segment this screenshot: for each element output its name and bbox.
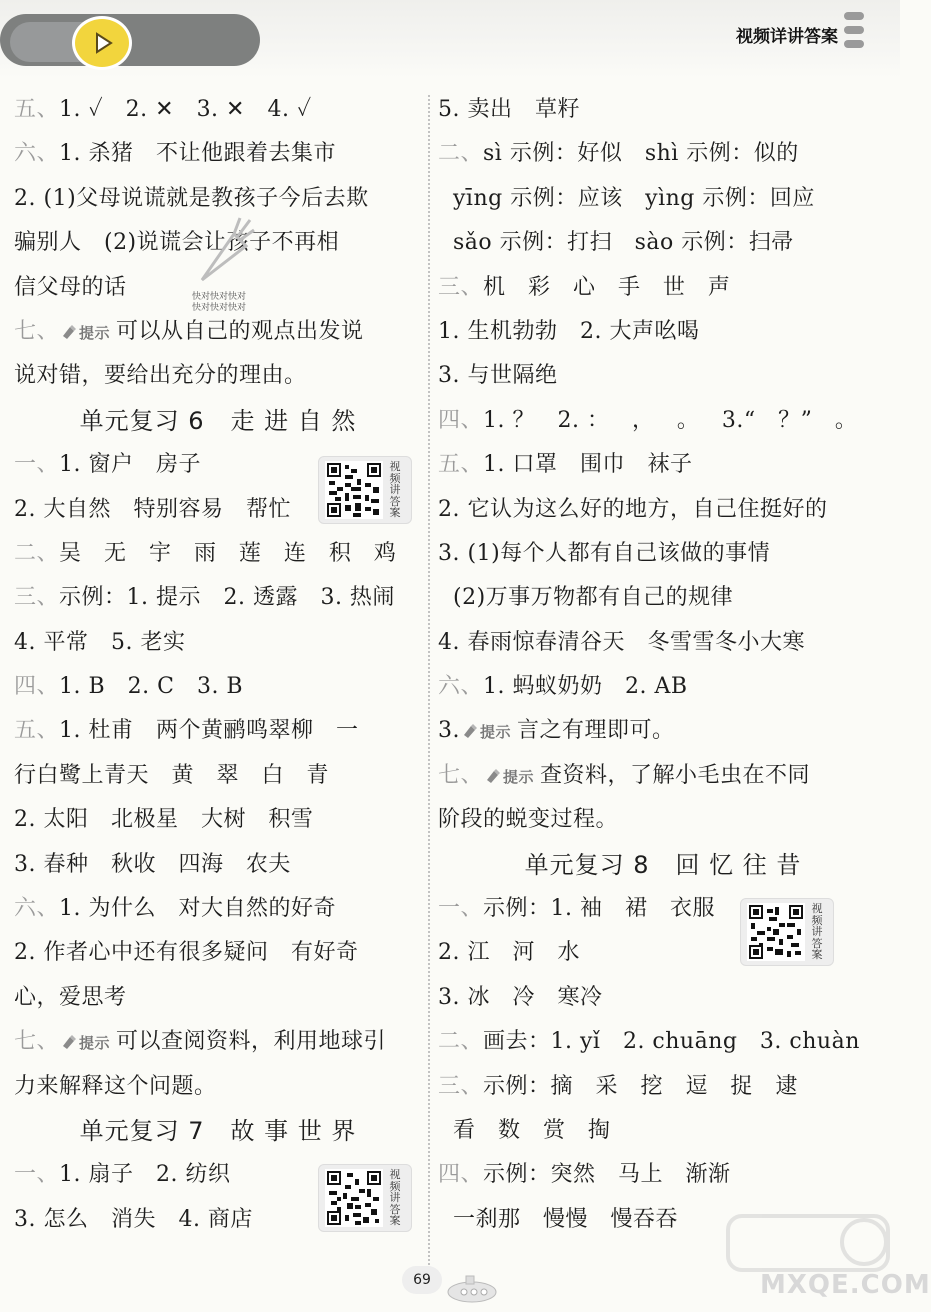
answer-line [438, 488, 888, 532]
answer-text: 3. 春种 秋收 四海 农夫 [14, 851, 291, 877]
answer-line [14, 354, 422, 398]
answer-text: 示例：1. 袖 裙 衣服 [483, 896, 715, 922]
answer-line [14, 665, 422, 709]
answer-line [438, 665, 888, 709]
answer-line [14, 976, 422, 1020]
answer-text: 阶段的蜕变过程。 [438, 807, 619, 833]
answer-text: 言之有理即可。 [517, 718, 675, 744]
section-marker: 五、 [438, 452, 484, 478]
answer-line [438, 798, 888, 842]
answer-text: 3. 与世隔绝 [438, 363, 558, 389]
answer-text: 信父母的话 [14, 274, 127, 300]
answer-line [438, 976, 888, 1020]
item-number: 3. [438, 718, 460, 744]
answer-text: 行白鹭上青天 黄 翠 白 青 [14, 762, 329, 788]
answer-text: yīng 示例：应该 yìng 示例：回应 [438, 185, 815, 211]
column-divider [428, 95, 430, 1265]
section-marker: 一、 [14, 1162, 60, 1188]
answer-line [438, 532, 888, 576]
answer-line [438, 132, 888, 176]
watermark-note: 快对快对快对 快对快对快对 [192, 292, 247, 313]
section-marker: 四、 [14, 674, 60, 700]
answer-line [438, 1065, 888, 1109]
section-marker: 五、 [14, 718, 60, 744]
section-marker: 二、 [438, 141, 484, 167]
answer-line [14, 576, 422, 620]
answer-text: 可以从自己的观点出发说 [116, 318, 364, 344]
section-marker: 五、 [14, 97, 60, 122]
answer-text: 1. 口罩 围巾 袜子 [483, 452, 693, 478]
answer-text: sǎo 示例：打扫 sào 示例：扫帚 [438, 230, 794, 256]
answer-text: 吴 无 宇 雨 莲 连 积 鸡 [59, 540, 397, 566]
answer-line [438, 709, 888, 753]
answer-line [14, 931, 422, 975]
answer-text: 2. 它认为这么好的地方，自己住挺好的 [438, 496, 828, 522]
answer-line [438, 354, 888, 398]
unit-heading [14, 1109, 422, 1153]
hint-icon [61, 1034, 77, 1050]
answer-line [438, 1109, 888, 1153]
answer-text: 单元复习 7 故 事 世 界 [79, 1116, 357, 1145]
section-marker: 七、 [438, 762, 484, 788]
answer-text: 1. 蚂蚁奶奶 2. AB [483, 674, 688, 700]
answer-text: 1. 为什么 对大自然的好奇 [59, 896, 336, 922]
qr-code-unit-7[interactable] [318, 1164, 412, 1232]
page-header [0, 0, 900, 78]
carrot-watermark-icon [190, 210, 256, 292]
section-marker: 二、 [438, 1029, 484, 1055]
section-marker: 六、 [14, 141, 60, 167]
qr-caption: 视频讲答案 [389, 460, 401, 519]
answer-text: 1. ✓ 2. ✕ 3. ✕ 4. ✓ [59, 97, 312, 122]
answer-text: 心，爱思考 [14, 984, 127, 1010]
answer-text: 3. (1)每个人都有自己该做的事情 [438, 540, 771, 566]
answer-text: 示例：突然 马上 渐渐 [483, 1162, 731, 1188]
section-marker: 四、 [438, 407, 484, 433]
answer-line [438, 754, 888, 798]
answer-text: sì 示例：好似 shì 示例：似的 [483, 141, 799, 167]
page-number: 69 [402, 1266, 442, 1294]
watermark-text: MXQE.COM [760, 1270, 931, 1300]
qr-code-icon [747, 903, 805, 961]
answer-text: 4. 春雨惊春清谷天 冬雪雪冬小大寒 [438, 629, 805, 655]
answer-text: 查资料，了解小毛虫在不同 [540, 762, 811, 788]
answer-line [14, 532, 422, 576]
answer-text: 看 数 赏 掏 [438, 1117, 611, 1143]
section-marker: 四、 [438, 1162, 484, 1188]
qr-code-unit-6[interactable] [318, 456, 412, 524]
answer-text: 3. 怎么 消失 4. 商店 [14, 1206, 253, 1232]
answer-text: 4. 平常 5. 老实 [14, 629, 186, 655]
answer-text: 骗别人 (2)说谎会让孩子不再相 [14, 230, 340, 256]
section-marker: 三、 [438, 274, 484, 300]
answer-line [438, 399, 888, 443]
answer-text: 1. 生机勃勃 2. 大声吆喝 [438, 318, 700, 344]
hint-icon [485, 768, 501, 784]
section-marker: 二、 [14, 540, 60, 566]
answer-text: 2. 作者心中还有很多疑问 有好奇 [14, 940, 359, 966]
answer-text: 1. B 2. C 3. B [59, 674, 244, 700]
answer-text: 5. 卖出 草籽 [438, 97, 580, 122]
hint-label: 提示 [503, 767, 535, 786]
answer-text: 说对错，要给出充分的理由。 [14, 363, 307, 389]
answer-text: 2. (1)父母说谎就是教孩子今后去欺 [14, 185, 369, 211]
answer-line [14, 887, 422, 931]
answer-text: 单元复习 6 走 进 自 然 [79, 406, 357, 435]
header-stripe-decoration [844, 12, 864, 62]
section-marker: 三、 [438, 1073, 484, 1099]
hint-icon [462, 723, 478, 739]
answer-text: 2. 太阳 北极星 大树 积雪 [14, 807, 314, 833]
answer-text: 1. 窗户 房子 [59, 452, 201, 478]
answer-text: 单元复习 8 回 忆 往 昔 [524, 850, 802, 879]
answer-text: 机 彩 心 手 世 声 [483, 274, 731, 300]
answer-text: 示例：1. 提示 2. 透露 3. 热闹 [59, 585, 395, 611]
answer-text: 1. 杀猪 不让他跟着去集市 [59, 141, 336, 167]
answer-line [14, 798, 422, 842]
answer-line [438, 88, 888, 132]
qr-code-icon [325, 1169, 383, 1227]
hint-label: 提示 [79, 323, 111, 342]
answer-text: 可以查阅资料，利用地球引 [116, 1029, 387, 1055]
answer-line [438, 266, 888, 310]
section-marker: 三、 [14, 585, 60, 611]
answer-line [14, 621, 422, 665]
answer-line [14, 709, 422, 753]
hint-label: 提示 [480, 723, 512, 742]
answer-line [438, 576, 888, 620]
answer-text: 一刹那 慢慢 慢吞吞 [438, 1206, 678, 1232]
section-marker: 六、 [438, 674, 484, 700]
answer-line [438, 1153, 888, 1197]
answer-text: 示例：摘 采 挖 逗 捉 逮 [483, 1073, 798, 1099]
section-marker: 七、 [14, 1029, 60, 1055]
answer-line [438, 310, 888, 354]
answer-line [438, 443, 888, 487]
section-marker: 六、 [14, 896, 60, 922]
answer-text: 力来解释这个问题。 [14, 1073, 217, 1099]
answer-text: 3. 冰 冷 寒冷 [438, 984, 603, 1010]
answer-text: 2. 大自然 特别容易 帮忙 [14, 496, 291, 522]
answer-line [14, 843, 422, 887]
hint-icon [61, 324, 77, 340]
section-marker: 七、 [14, 318, 60, 344]
answer-text: 画去：1. yǐ 2. chuāng 3. chuàn [483, 1029, 860, 1055]
unit-heading [438, 843, 888, 887]
answer-line [438, 177, 888, 221]
qr-caption: 视频讲答案 [811, 902, 823, 961]
answer-line [14, 88, 422, 132]
answer-line [14, 132, 422, 176]
submarine-icon [440, 1270, 500, 1304]
answer-text: 1. ？ 2. ： ， 。 3.“ ？” 。 [483, 407, 858, 433]
qr-code-icon [325, 461, 383, 519]
answer-line [438, 1020, 888, 1064]
answer-line [14, 1020, 422, 1064]
qr-caption: 视频讲答案 [389, 1168, 401, 1227]
right-column [438, 88, 888, 1242]
answer-line [14, 310, 422, 354]
answer-text: 1. 杜甫 两个黄鹂鸣翠柳 一 [59, 718, 359, 744]
hint-label: 提示 [79, 1034, 111, 1053]
answer-text: (2)万事万物都有自己的规律 [438, 585, 734, 611]
section-marker: 一、 [14, 452, 60, 478]
header-title: 视频详讲答案 [736, 27, 838, 47]
video-play-icon[interactable] [72, 16, 132, 70]
answer-line [14, 1065, 422, 1109]
qr-code-unit-8[interactable] [740, 898, 834, 966]
answer-line [438, 221, 888, 265]
answer-line [14, 754, 422, 798]
answer-line [438, 621, 888, 665]
answer-text: 1. 扇子 2. 纺织 [59, 1162, 231, 1188]
unit-heading [14, 399, 422, 443]
section-marker: 一、 [438, 896, 484, 922]
answer-text: 2. 江 河 水 [438, 940, 580, 966]
